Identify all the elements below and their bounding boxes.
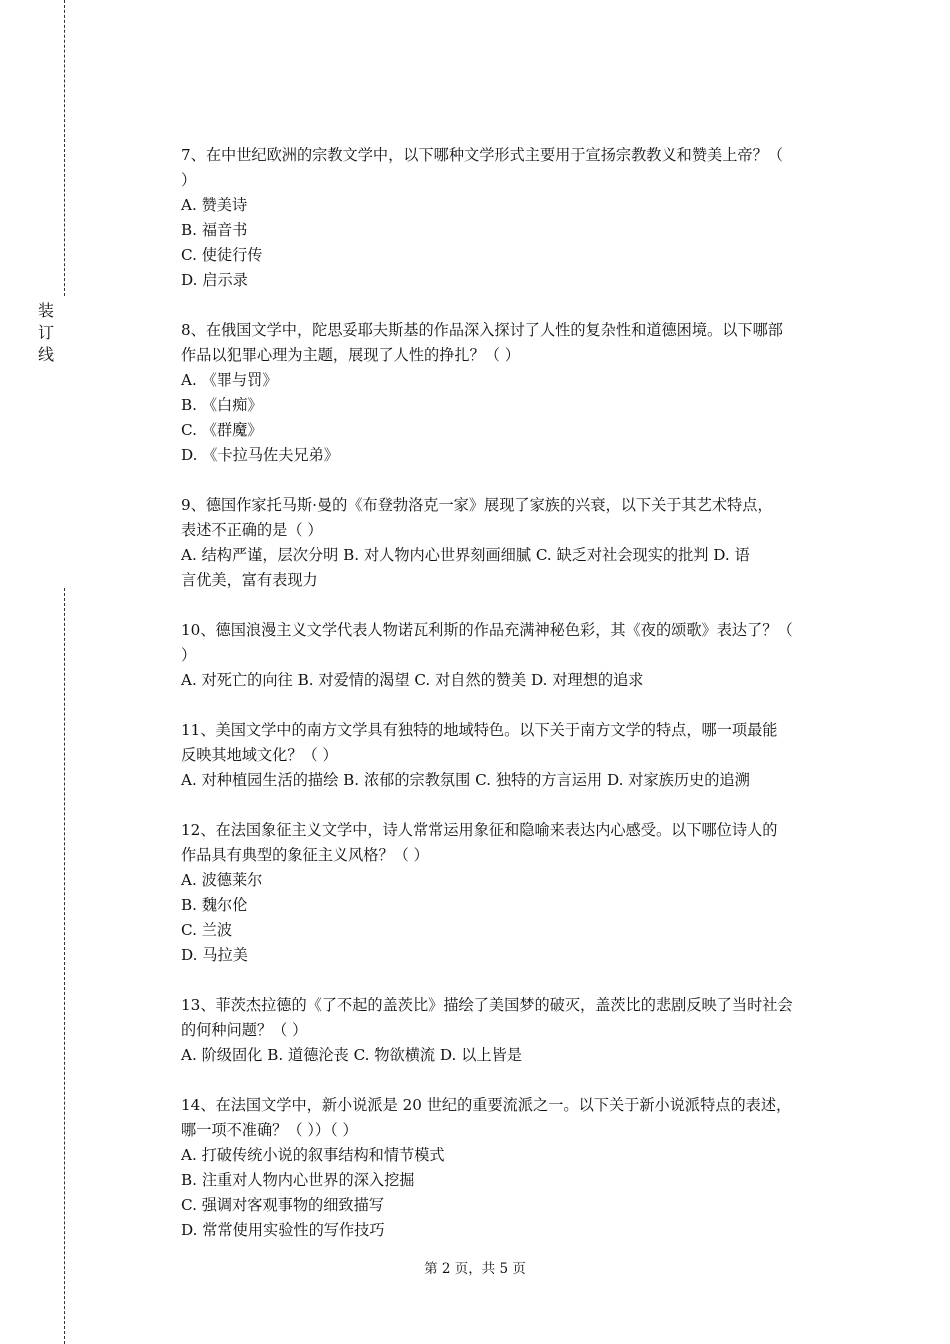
question-text: 反映其地域文化？（ ） [181,746,338,764]
question-text: 表述不正确的是（ ） [181,521,323,539]
option-b: B. 魏尔伦 [181,896,248,914]
binding-char: 线 [37,345,54,364]
options-inline: A. 阶级固化 B. 道德沦丧 C. 物欲横流 D. 以上皆是 [181,1046,522,1064]
question-text: 作品具有典型的象征主义风格？（ ） [181,846,429,864]
question-12 [181,818,841,968]
binding-dashed-line-bottom [64,588,65,1344]
question-11 [181,718,841,793]
option-b: B. 注重对人物内心世界的深入挖掘 [181,1171,415,1189]
question-8 [181,318,841,468]
question-text: ） [181,171,197,189]
question-text: 8、在俄国文学中，陀思妥耶夫斯基的作品深入探讨了人性的复杂性和道德困境。以下哪部 [181,321,783,339]
option-d: D. 常常使用实验性的写作技巧 [181,1221,385,1239]
question-text: 哪一项不准确？（ ））（ ） [181,1121,358,1139]
page-number: 第 2 页，共 5 页 [424,1261,526,1277]
binding-char: 装 [37,301,54,320]
option-a: A. 《罪与罚》 [181,371,278,389]
question-text: 13、菲茨杰拉德的《了不起的盖茨比》描绘了美国梦的破灭，盖茨比的悲剧反映了当时社会 [181,996,793,1014]
question-text: 9、德国作家托马斯·曼的《布登勃洛克一家》展现了家族的兴衰，以下关于其艺术特点， [181,496,773,514]
question-10 [181,618,841,693]
option-c: C. 使徒行传 [181,246,263,264]
options-inline: A. 对种植园生活的描绘 B. 浓郁的宗教氛围 C. 独特的方言运用 D. 对家族历史的追溯 [181,771,750,789]
question-text: 的何种问题？（ ） [181,1021,308,1039]
question-9 [181,493,841,593]
binding-label [37,300,55,366]
option-a: A. 打破传统小说的叙事结构和情节模式 [181,1146,445,1164]
question-text: ） [181,646,197,664]
question-list [181,143,841,1268]
question-text: 7、在中世纪欧洲的宗教文学中，以下哪种文学形式主要用于宣扬宗教教义和赞美上帝？（ [181,146,783,164]
question-text: 10、德国浪漫主义文学代表人物诺瓦利斯的作品充满神秘色彩，其《夜的颂歌》表达了？（ [181,621,793,639]
option-b: B. 福音书 [181,221,248,239]
option-d: D. 启示录 [181,271,248,289]
question-text: 11、美国文学中的南方文学具有独特的地域特色。以下关于南方文学的特点，哪一项最能 [181,721,778,739]
binding-dashed-line-top [64,0,65,296]
question-7 [181,143,841,293]
question-text: 12、在法国象征主义文学中，诗人常常运用象征和隐喻来表达内心感受。以下哪位诗人的 [181,821,778,839]
binding-char: 订 [37,323,54,342]
question-text: 作品以犯罪心理为主题，展现了人性的挣扎？（ ） [181,346,520,364]
option-c: C. 强调对客观事物的细致描写 [181,1196,384,1214]
options-inline: A. 结构严谨，层次分明 B. 对人物内心世界刻画细腻 C. 缺乏对社会现实的批判 D. 语 [181,546,750,564]
options-inline: 言优美，富有表现力 [181,571,318,589]
option-a: A. 赞美诗 [181,196,248,214]
option-c: C. 《群魔》 [181,421,263,439]
option-a: A. 波德莱尔 [181,871,263,889]
option-c: C. 兰波 [181,921,233,939]
options-inline: A. 对死亡的向往 B. 对爱情的渴望 C. 对自然的赞美 D. 对理想的追求 [181,671,644,689]
question-14 [181,1093,841,1243]
question-text: 14、在法国文学中，新小说派是 20 世纪的重要流派之一。以下关于新小说派特点的表述， [181,1096,792,1114]
option-d: D. 马拉美 [181,946,248,964]
question-13 [181,993,841,1068]
option-d: D. 《卡拉马佐夫兄弟》 [181,446,339,464]
option-b: B. 《白痴》 [181,396,263,414]
